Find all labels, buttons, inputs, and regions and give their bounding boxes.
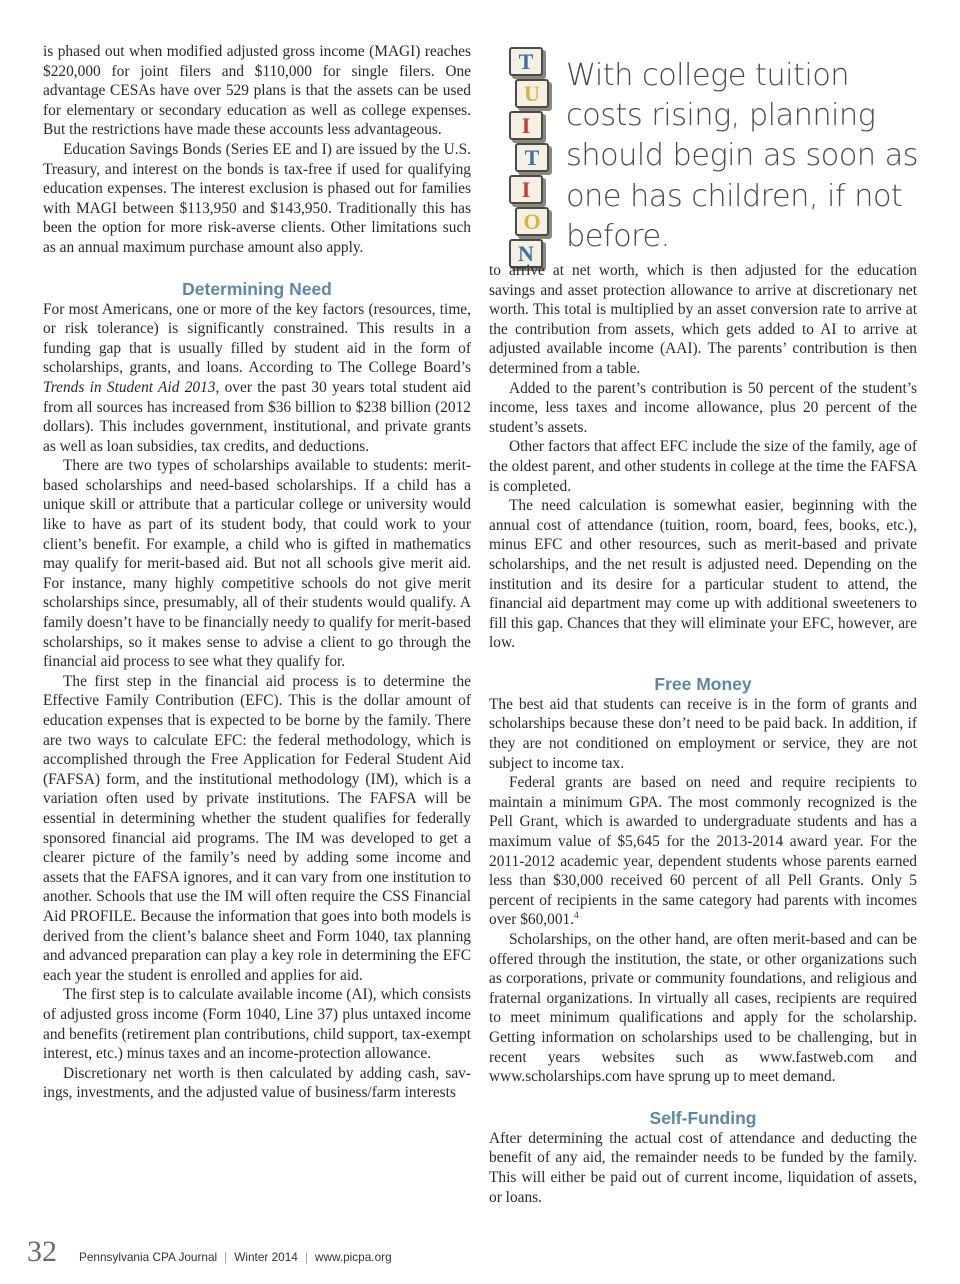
letter-block: N — [509, 239, 543, 268]
tuition-blocks-graphic — [509, 47, 551, 271]
paragraph: Discretionary net worth is then calculated by adding cash, savings, investments, and the adjusted value of business/farm interests — [43, 1064, 471, 1102]
left-column — [43, 42, 471, 1103]
letter-block: I — [509, 111, 543, 140]
section-heading-determining-need: Determining Need — [182, 278, 332, 299]
footer-separator: | — [224, 1250, 228, 1264]
letter-block: O — [515, 207, 549, 236]
paragraph: The need calculation is somewhat easier, beginning with the annual cost of attendance (tuition, room, board, fees, books, etc.), minus EFC and other resources, such as merit-based and private scholarships, and the net result is adjusted need. Depending on the institution and its desire for a particular student to attend, the financial aid department may come up with additional sweeteners to fill this gap. Chances that they will eliminate your EFC, however, are low. — [489, 497, 917, 652]
journal-name: Pennsylvania CPA Journal — [79, 1250, 218, 1264]
issue-date: Winter 2014 — [234, 1250, 298, 1264]
paragraph: Other factors that affect EFC include the size of the family, age of the oldest parent, and other students in college at the time the FAFSA is completed. — [489, 438, 917, 495]
paragraph: is phased out when modified adjusted gross income (MAGI) reaches $220,000 for joint filers and $110,000 for single filers. One advantage CESAs have over 529 plans is that the assets can be used for elementary or secondary education as well as college expenses. But the restrictions have made these accounts less advantageous. — [43, 43, 471, 139]
paragraph: Education Savings Bonds (Series EE and I) are issued by the U.S. Treasury, and interest on the bonds is tax-free if used for qualifying education expenses. The interest exclusion is phased out for families with MAGI between $113,950 and $143,950. Traditionally this has been the option for more risk-averse clients. Other limitations such as an annual maximum purchase amount also apply. — [43, 140, 471, 256]
footnote-marker: 4 — [574, 910, 579, 921]
footer-separator: | — [304, 1250, 308, 1264]
paragraph: There are two types of scholarships available to students: merit-based scholarships and need-based scholarships. If a child has a unique skill or attribute that a particular college or university would like to have as part of its student body, that could work to your client’s benefit. For example, a child who is gifted in mathematics may qualify for merit-based aid. But not all schools give merit aid. For instance, many highly competitive schools do not give merit scholarships since, presumably, all of their students would qualify. A family doesn’t have to be financially needy to qualify for merit-based scholarships, so it makes sense to advise a client to go through the financial aid process to see what they qualify for. — [43, 457, 471, 671]
pull-quote: With college tuition costs rising, planning should begin as soon as one has children, if not before. — [566, 58, 918, 254]
paragraph: Added to the parent’s contribution is 50 percent of the student’s income, less taxes and income allowance, plus 20 percent of the student’s assets. — [489, 379, 917, 436]
paragraph: Federal grants are based on need and require recipients to maintain a minimum GPA. The most commonly recognized is the Pell Grant, which is awarded to undergraduate students and has a maximum value of $5,645 for the 2013-2014 award year. For the 2011-2012 academic year, dependent students whose parents earned less than $30,000 received 60 percent of all Pell Grants. Only 5 percent of recipients in the same category had parents with incomes over $60,001.$^4$ — [489, 774, 917, 929]
section-heading-free-money: Free Money — [654, 673, 752, 694]
letter-block: T — [509, 47, 543, 76]
page-footer — [27, 1235, 392, 1268]
paragraph: After determining the actual cost of attendance and deducting the benefit of any aid, the remainder needs to be funded by the family. This will either be paid out of current income, liquidation of assets, or loans. — [489, 1129, 917, 1206]
paragraph: to arrive at net worth, which is then adjusted for the education savings and asset protection allowance to arrive at discretionary net worth. This total is multiplied by an asset conversion rate to arrive at the contribution from assets, which gets added to AI to arrive at adjusted available income (AAI). The parents’ contribution is then determined from a table. — [489, 262, 917, 377]
paragraph: Scholarships, on the other hand, are often merit-based and can be offered through the institution, the state, or other organizations such as corporations, private or community foundations, and religious and fraternal organizations. In virtually all cases, recipients are required to meet minimum qualifications and apply for the scholarship. Getting information on scholarships used to be challenging, but in recent years websites such as www.fastweb.com and www.scholarships.com have sprung up to meet demand. — [489, 931, 917, 1086]
page-number: 32 — [27, 1235, 57, 1268]
right-column — [489, 261, 917, 1207]
letter-block: U — [515, 79, 549, 108]
website-link[interactable]: www.picpa.org — [314, 1250, 392, 1264]
paragraph: For most Americans, one or more of the key factors (resources, time, or risk tolerance) is significantly constrained. This results in a funding gap that is usually filled by student aid in the form of scholarships, grants, and loans. According to The College Board’s Trends in Student Aid 2013, over the past 30 years total student aid from all sources has increased from $36 billion to $238 billion (2012 dollars). This includes government, institutional, and private grants as well as loan subsidies, tax credits, and deductions. — [43, 300, 471, 455]
letter-block: T — [515, 143, 549, 172]
paragraph: The first step in the financial aid process is to determine the Effective Family Contribution (EFC). This is the dollar amount of education expenses that is expected to be borne by the family. There are two ways to calculate EFC: the federal methodology, which is accomplished through the Free Application for Federal Student Aid (FAFSA) form, and the institutional methodology (IM), which is a variation often used by private institutions. The FAFSA will be essential in determining whether the student qualifies for federally sponsored financial aid programs. The IM was developed to get a clearer picture of the family’s need by adding some income and assets that the FAFSA ignores, and it can vary from one institution to another. Schools that use the IM will often require the CSS Financial Aid PROFILE. Because the information that goes into both models is derived from the client’s balance sheet and Form 1040, tax planning and advanced preparation can play a key role in determining the EFC each year the student is enrolled and applies for aid. — [43, 672, 471, 984]
paragraph: The best aid that students can receive is in the form of grants and scholarships because these don’t need to be paid back. In addition, if they are not conditioned on employment or service, they are not subject to income tax. — [489, 695, 917, 772]
section-heading-self-funding: Self-Funding — [649, 1107, 757, 1128]
paragraph: The first step is to calculate available income (AI), which consists of adjusted gross income (Form 1040, Line 37) plus untaxed income and benefits (retirement plan contributions, child support, tax-exempt interest, etc.) minus taxes and an income-protection allowance. — [43, 986, 471, 1063]
letter-block: I — [509, 175, 543, 204]
